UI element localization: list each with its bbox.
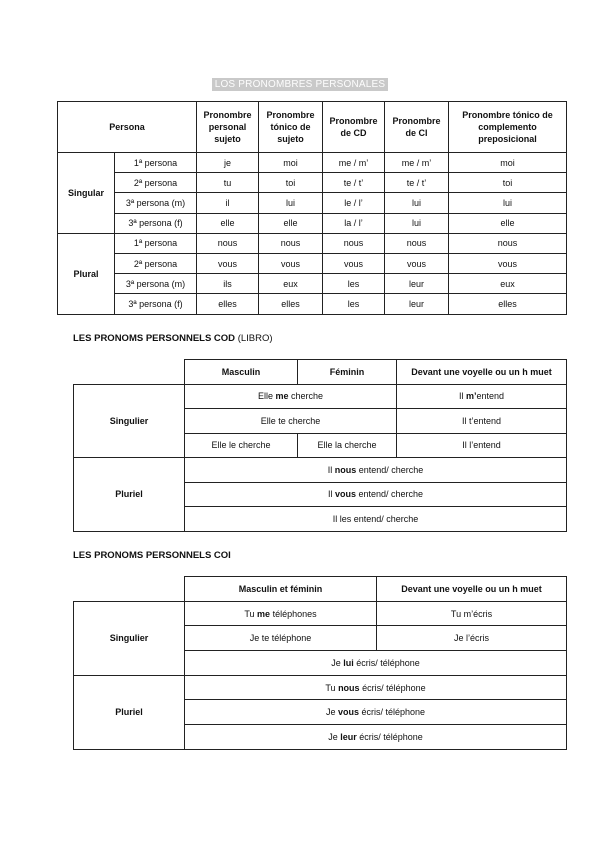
- cell-le: Elle le cherche: [185, 433, 298, 458]
- group-pluriel: Pluriel: [74, 458, 185, 532]
- cell-nous: [185, 458, 567, 483]
- cell-ci: lui: [385, 193, 449, 213]
- cell-tonico: elle: [259, 213, 323, 233]
- cell-ci: leur: [385, 274, 449, 294]
- header-cd: Pronombre de CD: [323, 102, 385, 153]
- header-feminin: Féminin: [298, 360, 397, 385]
- cell-prep: nous: [449, 233, 567, 253]
- cell-me-voyelle: [397, 384, 567, 409]
- cell-prep: moi: [449, 153, 567, 173]
- bold-pronoun: lui: [343, 657, 354, 668]
- text-part: Je: [325, 707, 338, 718]
- empty-corner-cell: [74, 577, 185, 602]
- cell-cd: les: [323, 294, 385, 314]
- bold-pronoun: leur: [340, 731, 357, 742]
- cell-tonico: eux: [259, 274, 323, 294]
- bold-pronoun: vous: [334, 489, 356, 500]
- bold-pronoun: me: [275, 391, 289, 402]
- table-row: [58, 233, 567, 253]
- text-part: entend: [476, 391, 505, 402]
- table-row: [74, 601, 567, 626]
- text-part: écris/ téléphone: [358, 707, 426, 718]
- cell-persona: 2ª persona: [115, 253, 197, 273]
- header-ci: Pronombre de CI: [385, 102, 449, 153]
- cell-prep: vous: [449, 253, 567, 273]
- page-title: LOS PRONOMBRES PERSONALES: [212, 78, 389, 91]
- table-row: [58, 274, 567, 294]
- cell-nous: [185, 675, 567, 700]
- cell-vous: [185, 700, 567, 725]
- cell-prep: elles: [449, 294, 567, 314]
- cell-cd: la / l’: [323, 213, 385, 233]
- group-pluriel: Pluriel: [74, 675, 185, 749]
- table-row: [58, 294, 567, 314]
- table-row: [58, 253, 567, 273]
- table-row: [74, 675, 567, 700]
- header-sujeto: Pronombre personal sujeto: [197, 102, 259, 153]
- header-masculin: Masculin: [185, 360, 298, 385]
- text-part: Je: [331, 657, 344, 668]
- cell-cd: le / l’: [323, 193, 385, 213]
- header-voyelle: Devant une voyelle ou un h muet: [397, 360, 567, 385]
- text-part: Il: [327, 464, 335, 475]
- cell-me: [185, 601, 377, 626]
- text-part: Il: [327, 489, 335, 500]
- cell-tonico: nous: [259, 233, 323, 253]
- cell-sujeto: elles: [197, 294, 259, 314]
- text-part: cherche: [288, 391, 324, 402]
- cell-ci: me / m’: [385, 153, 449, 173]
- pronombres-table: [57, 101, 567, 315]
- header-persona: Persona: [58, 102, 197, 153]
- text-part: Elle: [257, 391, 276, 402]
- cell-me-voyelle: Tu m’écris: [377, 601, 567, 626]
- cell-leur: [185, 725, 567, 750]
- cell-sujeto: elle: [197, 213, 259, 233]
- coi-section-title: [73, 550, 231, 561]
- text-part: entend/ cherche: [355, 489, 424, 500]
- page-title-wrap: [0, 74, 600, 92]
- cell-cd: vous: [323, 253, 385, 273]
- cell-me: [185, 384, 397, 409]
- cell-sujeto: ils: [197, 274, 259, 294]
- cell-cd: te / t’: [323, 173, 385, 193]
- cell-persona: 3ª persona (f): [115, 294, 197, 314]
- cell-prep: eux: [449, 274, 567, 294]
- cell-persona: 3ª persona (m): [115, 274, 197, 294]
- bold-pronoun: vous: [337, 707, 359, 718]
- cell-persona: 1ª persona: [115, 153, 197, 173]
- text-part: entend/ cherche: [356, 464, 424, 475]
- bold-pronoun: nous: [338, 682, 360, 693]
- table-row: [58, 153, 567, 173]
- header-voyelle: Devant une voyelle ou un h muet: [377, 577, 567, 602]
- group-singulier: Singulier: [74, 601, 185, 675]
- cell-persona: 1ª persona: [115, 233, 197, 253]
- cell-persona: 2ª persona: [115, 173, 197, 193]
- cell-persona: 3ª persona (f): [115, 213, 197, 233]
- header-prep: Pronombre tónico de complemento preposicional: [449, 102, 567, 153]
- header-tonico: Pronombre tónico de sujeto: [259, 102, 323, 153]
- cell-ci: nous: [385, 233, 449, 253]
- table-header-row: [74, 360, 567, 385]
- cell-tonico: elles: [259, 294, 323, 314]
- cell-prep: elle: [449, 213, 567, 233]
- table-header-row: [58, 102, 567, 153]
- cell-sujeto: je: [197, 153, 259, 173]
- cell-lui: [185, 651, 567, 676]
- table-header-row: [74, 577, 567, 602]
- cell-tonico: lui: [259, 193, 323, 213]
- cell-sujeto: il: [197, 193, 259, 213]
- table-row: [58, 213, 567, 233]
- group-plural: Plural: [58, 233, 115, 314]
- cell-sujeto: vous: [197, 253, 259, 273]
- cell-les: Il les entend/ cherche: [185, 507, 567, 532]
- cell-l-voyelle: Il l’entend: [397, 433, 567, 458]
- cell-la: Elle la cherche: [298, 433, 397, 458]
- cell-ci: vous: [385, 253, 449, 273]
- cell-ci: leur: [385, 294, 449, 314]
- table-row: [74, 384, 567, 409]
- empty-corner-cell: [74, 360, 185, 385]
- text-part: écris/ téléphone: [359, 682, 426, 693]
- bold-pronoun: m’: [465, 391, 477, 402]
- cell-vous: [185, 482, 567, 507]
- cell-cd: me / m’: [323, 153, 385, 173]
- cell-te: Je te téléphone: [185, 626, 377, 651]
- cell-sujeto: nous: [197, 233, 259, 253]
- cod-title: LES PRONOMS PERSONNELS COD: [73, 333, 236, 344]
- text-part: Tu: [325, 682, 339, 693]
- cell-prep: lui: [449, 193, 567, 213]
- cell-ci: te / t’: [385, 173, 449, 193]
- cell-te-voyelle: Il t’entend: [397, 409, 567, 434]
- cod-title-extra: (LIBRO): [237, 333, 273, 344]
- table-row: [58, 173, 567, 193]
- text-part: écris/ téléphone: [353, 657, 420, 668]
- text-part: Il: [458, 391, 466, 402]
- cod-section-title: [73, 333, 273, 344]
- text-part: téléphones: [270, 608, 317, 619]
- text-part: Je: [328, 731, 341, 742]
- bold-pronoun: me: [257, 608, 271, 619]
- cell-cd: nous: [323, 233, 385, 253]
- cell-tonico: toi: [259, 173, 323, 193]
- cell-sujeto: tu: [197, 173, 259, 193]
- bold-pronoun: nous: [334, 464, 357, 475]
- header-masc-fem: Masculin et féminin: [185, 577, 377, 602]
- cell-tonico: vous: [259, 253, 323, 273]
- coi-title: LES PRONOMS PERSONNELS COI: [73, 550, 231, 561]
- cell-ci: lui: [385, 213, 449, 233]
- table-row: [58, 193, 567, 213]
- cell-persona: 3ª persona (m): [115, 193, 197, 213]
- table-row: [74, 458, 567, 483]
- cell-tonico: moi: [259, 153, 323, 173]
- text-part: écris/ téléphone: [356, 731, 423, 742]
- text-part: Tu: [244, 608, 258, 619]
- group-singulier: Singulier: [74, 384, 185, 458]
- cell-cd: les: [323, 274, 385, 294]
- coi-table: [73, 576, 567, 750]
- cell-prep: toi: [449, 173, 567, 193]
- cell-te: Elle te cherche: [185, 409, 397, 434]
- cod-table: [73, 359, 567, 532]
- cell-te-voyelle: Je l’écris: [377, 626, 567, 651]
- group-singular: Singular: [58, 153, 115, 234]
